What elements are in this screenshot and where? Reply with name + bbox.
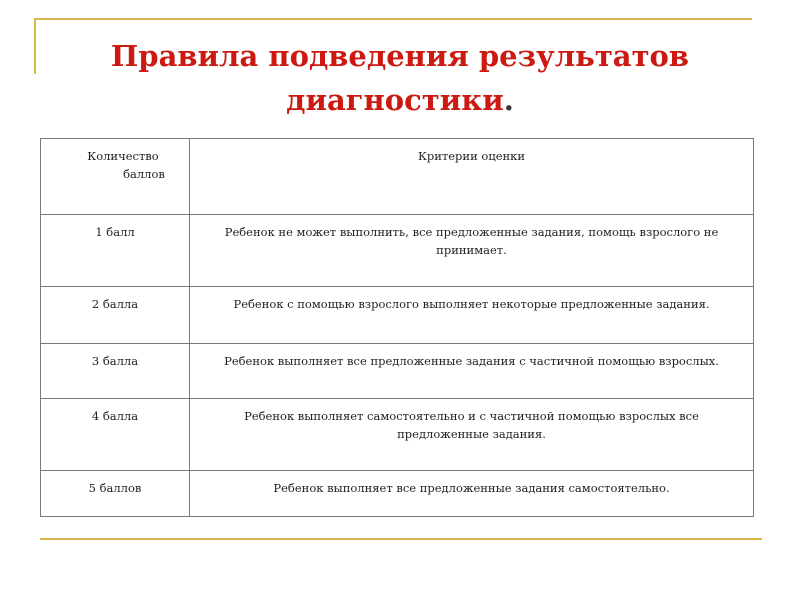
score-cell: 5 баллов xyxy=(41,471,190,517)
score-cell: 3 балла xyxy=(41,344,190,399)
table-row xyxy=(41,471,754,517)
table-row xyxy=(41,344,754,399)
title-line-1: Правила подведения результатов xyxy=(110,39,690,73)
header-score xyxy=(41,139,190,215)
table-row xyxy=(41,287,754,344)
table-row xyxy=(41,399,754,471)
criteria-cell: Ребенок выполняет все предложенные задания самостоятельно. xyxy=(190,471,754,517)
left-decor-line xyxy=(34,18,36,74)
title-line-2: диагностики xyxy=(286,83,504,117)
score-cell: 2 балла xyxy=(41,287,190,344)
header-score-line-1: Количество xyxy=(87,149,159,163)
top-decor-line xyxy=(34,18,752,20)
table-row xyxy=(41,215,754,287)
criteria-table xyxy=(40,138,754,517)
score-cell: 1 балл xyxy=(41,215,190,287)
slide-title xyxy=(60,34,740,122)
header-score-line-2: баллов xyxy=(123,167,165,181)
header-criteria: Критерии оценки xyxy=(190,139,754,215)
criteria-cell: Ребенок выполняет самостоятельно и с частичной помощью взрослых все предложенные задания. xyxy=(190,399,754,471)
criteria-cell: Ребенок не может выполнить, все предложенные задания, помощь взрослого не принимает. xyxy=(190,215,754,287)
criteria-cell: Ребенок с помощью взрослого выполняет некоторые предложенные задания. xyxy=(190,287,754,344)
table-header-row xyxy=(41,139,754,215)
bottom-decor-line xyxy=(40,538,762,540)
criteria-cell: Ребенок выполняет все предложенные задания с частичной помощью взрослых. xyxy=(190,344,754,399)
score-cell: 4 балла xyxy=(41,399,190,471)
title-period: . xyxy=(503,83,514,117)
